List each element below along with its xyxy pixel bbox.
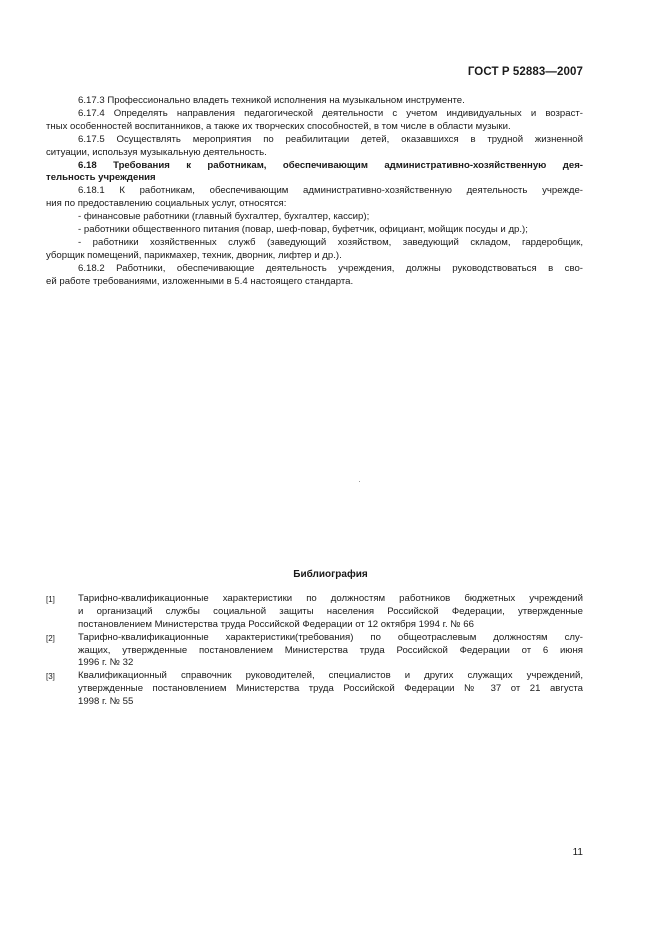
text-line: ния по предоставлению социальных услуг, относятся: [46, 198, 287, 210]
text-line: тных особенностей воспитанников, а также их творческих способностей, в том числе в области музыки. [46, 120, 511, 132]
text-line: 6.17.5 Осуществлять мероприятия по реабилитации детей, оказавшихся в трудной жизненной [78, 133, 583, 145]
bibliography-number: [3] [46, 672, 55, 682]
bibliography-item [46, 632, 583, 671]
bibliography-number: [1] [46, 595, 55, 604]
bibliography-number: [2] [46, 633, 55, 643]
section-heading-line: 6.18 Требования к работникам, обеспечивающим административно-хозяйственную дея- [78, 159, 583, 171]
bibliography-line: Тарифно-квалификационные характеристики по должностям работников бюджетных учреждений [78, 593, 583, 604]
bibliography-line: Квалификационный справочник руководителей, специалистов и других служащих учреждений, [78, 670, 583, 682]
bibliography-line: постановлением Министерства труда Российской Федерации от 12 октября 1994 г. № 66 [78, 618, 474, 630]
bibliography-line: Тарифно-квалификационные характеристики(требования) по общеотраслевым должностям слу- [78, 631, 583, 643]
text-line: 6.18.2 Работники, обеспечивающие деятельность учреждения, должны руководствоваться в сво- [78, 262, 583, 274]
stray-mark [359, 481, 360, 482]
list-item-line: - работники хозяйственных служб (заведующий хозяйством, заведующий складом, гардеробщик, [78, 236, 583, 248]
text-line: ей работе требованиями, изложенными в 5.4 настоящего стандарта. [46, 275, 354, 287]
bibliography-item [46, 593, 583, 632]
bibliography-line: 1996 г. № 32 [78, 657, 134, 669]
bibliography-line: и организаций службы социальной защиты населения Российской Федерации, утвержденные [78, 605, 583, 617]
bibliography-list [46, 593, 583, 709]
bibliography-line: 1998 г. № 55 [78, 696, 134, 708]
text-line: 6.18.1 К работникам, обеспечивающим административно-хозяйственную деятельность учрежде- [78, 185, 583, 197]
section-heading-line: тельность учреждения [46, 172, 156, 184]
text-line: 6.17.4 Определять направления педагогической деятельности с учетом индивидуальных и возраст- [78, 107, 583, 119]
text-line: ситуации, используя музыкальную деятельность. [46, 146, 267, 158]
main-text [46, 95, 583, 289]
bibliography-line: жащих, утвержденные постановлением Министерства труда Российской Федерации от 6 июня [78, 644, 583, 656]
page-number: 11 [572, 847, 583, 858]
list-item-line: - работники общественного питания (повар, шеф-повар, буфетчик, официант, мойщик посуды и др.); [78, 224, 528, 235]
list-item-line: - финансовые работники (главный бухгалтер, бухгалтер, кассир); [78, 211, 370, 223]
bibliography-item [46, 670, 583, 709]
bibliography-title: Библиография [293, 569, 368, 580]
standard-code: ГОСТ Р 52883—2007 [467, 66, 583, 78]
text-line: уборщик помещений, парикмахер, техник, дворник, лифтер и др.). [46, 249, 342, 261]
text-line: 6.17.3 Профессионально владеть техникой исполнения на музыкальном инструменте. [78, 95, 465, 106]
bibliography-line: утвержденные постановлением Министерства труда Российской Федерации № 37 от 21 августа [78, 683, 583, 695]
